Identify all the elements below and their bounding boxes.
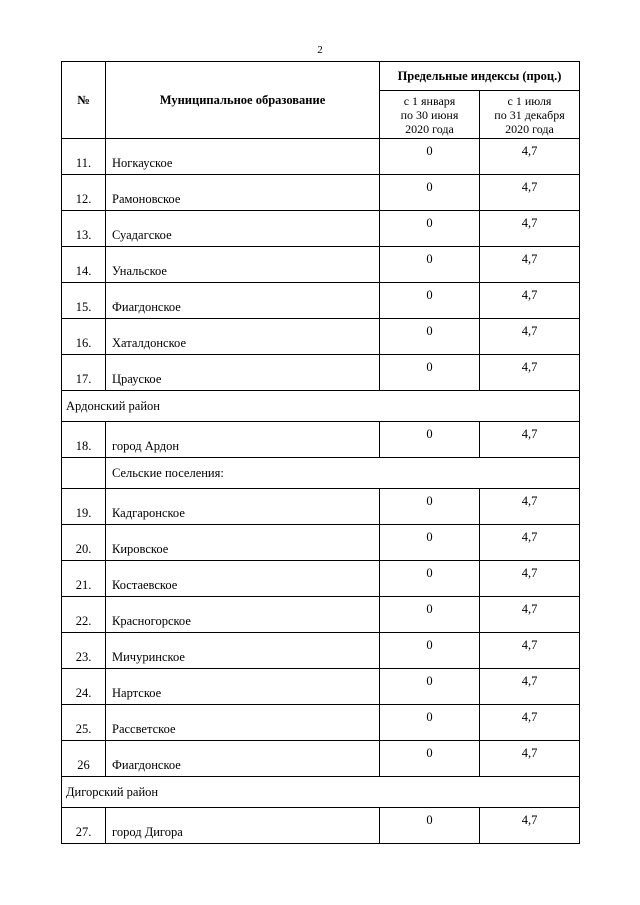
row-number: 16. (62, 319, 106, 355)
index-period-1: 0 (380, 741, 480, 777)
municipality-name: город Дигора (106, 808, 380, 844)
index-period-1: 0 (380, 808, 480, 844)
table-row (62, 741, 580, 777)
table-row (62, 705, 580, 741)
district-heading-row (62, 777, 580, 808)
row-number: 19. (62, 489, 106, 525)
header-indices: Предельные индексы (проц.) (380, 62, 580, 91)
municipality-name: Рассветское (106, 705, 380, 741)
index-period-1: 0 (380, 633, 480, 669)
table-row (62, 633, 580, 669)
index-period-2: 4,7 (480, 319, 580, 355)
index-period-1: 0 (380, 211, 480, 247)
municipality-name: Црауское (106, 355, 380, 391)
index-period-2: 4,7 (480, 489, 580, 525)
table-row (62, 139, 580, 175)
row-number: 21. (62, 561, 106, 597)
table-row (62, 283, 580, 319)
index-period-2: 4,7 (480, 561, 580, 597)
municipality-name: Мичуринское (106, 633, 380, 669)
index-period-2: 4,7 (480, 175, 580, 211)
index-period-1: 0 (380, 422, 480, 458)
subsection-heading-row (62, 458, 580, 489)
row-number: 25. (62, 705, 106, 741)
index-period-1: 0 (380, 247, 480, 283)
header-period-1 (380, 91, 480, 139)
index-period-2: 4,7 (480, 525, 580, 561)
page-number: 2 (317, 44, 323, 56)
index-period-1: 0 (380, 139, 480, 175)
table-row (62, 175, 580, 211)
table-row (62, 561, 580, 597)
municipality-name: Нартское (106, 669, 380, 705)
table-row (62, 808, 580, 844)
district-heading-row (62, 391, 580, 422)
municipality-name: Хаталдонское (106, 319, 380, 355)
header-period-1-line2: по 30 июня (400, 107, 459, 122)
table-row (62, 525, 580, 561)
header-period-1-line3: 2020 года (405, 121, 454, 136)
district-heading: Ардонский район (62, 391, 580, 422)
row-number: 27. (62, 808, 106, 844)
subsection-heading: Сельские поселения: (106, 458, 580, 489)
header-period-2-line2: по 31 декабря (494, 107, 565, 122)
municipality-name: Унальское (106, 247, 380, 283)
district-heading: Дигорский район (62, 777, 580, 808)
municipality-name: Суадагское (106, 211, 380, 247)
index-period-2: 4,7 (480, 705, 580, 741)
index-period-2: 4,7 (480, 422, 580, 458)
index-period-1: 0 (380, 561, 480, 597)
header-num: № (62, 62, 106, 139)
index-period-2: 4,7 (480, 247, 580, 283)
municipality-name: Кадгаронское (106, 489, 380, 525)
header-period-2-line1: с 1 июля (507, 93, 552, 108)
table-row (62, 669, 580, 705)
row-number: 15. (62, 283, 106, 319)
index-period-1: 0 (380, 355, 480, 391)
row-number: 14. (62, 247, 106, 283)
row-number: 20. (62, 525, 106, 561)
index-period-2: 4,7 (480, 633, 580, 669)
index-period-1: 0 (380, 705, 480, 741)
index-period-1: 0 (380, 669, 480, 705)
table-row (62, 211, 580, 247)
row-number: 13. (62, 211, 106, 247)
row-number: 26 (62, 741, 106, 777)
subsection-num-empty (62, 458, 106, 489)
index-period-2: 4,7 (480, 283, 580, 319)
row-number: 12. (62, 175, 106, 211)
index-period-2: 4,7 (480, 597, 580, 633)
municipality-name: Рамоновское (106, 175, 380, 211)
row-number: 11. (62, 139, 106, 175)
index-period-1: 0 (380, 283, 480, 319)
index-period-2: 4,7 (480, 808, 580, 844)
municipality-name: Красногорское (106, 597, 380, 633)
row-number: 23. (62, 633, 106, 669)
municipality-name: город Ардон (106, 422, 380, 458)
municipality-name: Костаевское (106, 561, 380, 597)
table-row (62, 355, 580, 391)
row-number: 24. (62, 669, 106, 705)
table-row (62, 319, 580, 355)
index-period-1: 0 (380, 489, 480, 525)
header-period-2 (480, 91, 580, 139)
municipality-name: Кировское (106, 525, 380, 561)
table-row (62, 422, 580, 458)
row-number: 18. (62, 422, 106, 458)
row-number: 22. (62, 597, 106, 633)
header-period-2-line3: 2020 года (505, 121, 554, 136)
table-row (62, 247, 580, 283)
table-header-row (62, 62, 580, 91)
table-row (62, 489, 580, 525)
header-municipality: Муниципальное образование (106, 62, 380, 139)
index-period-1: 0 (380, 319, 480, 355)
index-period-1: 0 (380, 597, 480, 633)
row-number: 17. (62, 355, 106, 391)
index-period-2: 4,7 (480, 669, 580, 705)
index-period-2: 4,7 (480, 355, 580, 391)
index-period-2: 4,7 (480, 741, 580, 777)
index-period-1: 0 (380, 525, 480, 561)
index-period-2: 4,7 (480, 211, 580, 247)
municipality-name: Фиагдонское (106, 283, 380, 319)
indices-table (61, 61, 580, 844)
index-period-2: 4,7 (480, 139, 580, 175)
index-period-1: 0 (380, 175, 480, 211)
header-period-1-line1: с 1 января (403, 93, 456, 108)
table-row (62, 597, 580, 633)
municipality-name: Ногкауское (106, 139, 380, 175)
municipality-name: Фиагдонское (106, 741, 380, 777)
table-body (62, 139, 580, 844)
